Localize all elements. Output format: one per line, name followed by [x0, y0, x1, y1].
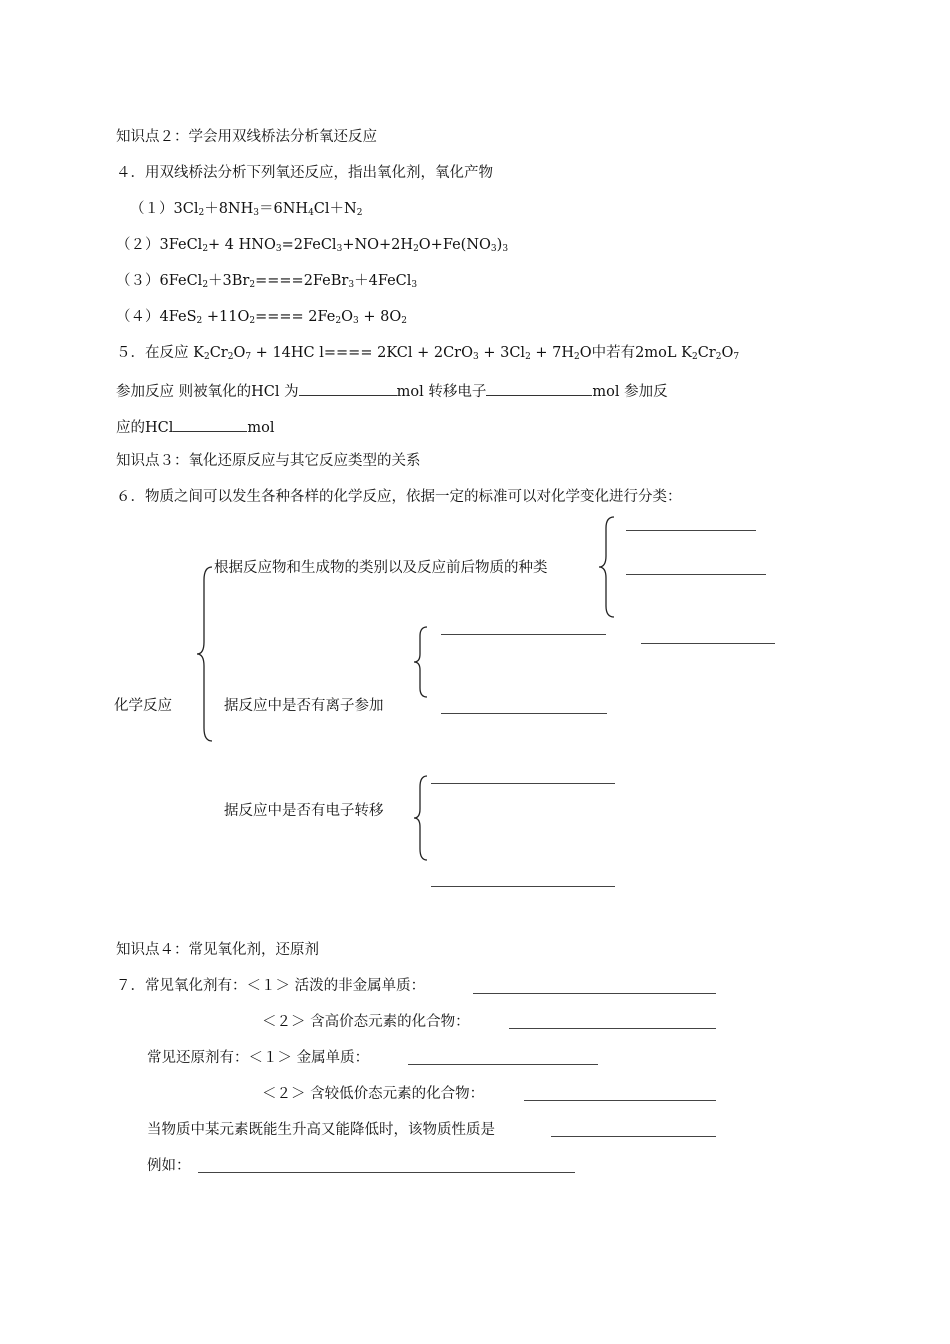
brace-ions [413, 626, 433, 698]
equation-2: （２）3FeCl$_2$+ 4 $HNO_3=2FeCl_3+NO+2H_2O+Fe(NO_3)_3$ [116, 237, 509, 254]
blank-electrons-transferred[interactable] [486, 382, 592, 396]
blank-oxidized-hcl[interactable] [299, 382, 397, 396]
dual-property-line: 当物质中某元素既能生升高又能降低时，该物质性质是 [147, 1122, 495, 1138]
branch-by-electron-transfer: 据反应中是否有电子转移 [224, 803, 384, 819]
oxidant-line-2: ＜２＞ 含高价态元素的化合物： [262, 1014, 470, 1030]
section-title-kp3: 知识点３：氧化还原反应与其它反应类型的关系 [116, 453, 421, 469]
brace-substance-types [598, 516, 620, 618]
question-5-line1: ５．在反应 $K_2Cr_2O_7 + 14HC$ $l==== 2KCl + 2CrO_3 + 3Cl_2 + 7H_2O$中若有2moL $K_2Cr_2O_7$ [116, 345, 740, 362]
section-title-kp2: 知识点２：学会用双线桥法分析氧还反应 [116, 129, 377, 145]
reductant-line-1: 常见还原剂有：＜１＞ 金属单质： [147, 1050, 370, 1066]
equation-1: $(1)3Cl_2+8NH_3=6NH_4Cl+N_2$ [130, 201, 363, 218]
question-4-stem: ４．用双线桥法分析下列氧还反应，指出氧化剂，氧化产物 [116, 165, 493, 181]
blank-non-redox-reaction[interactable] [431, 886, 615, 887]
question-5-line2: 参加反应 则被氧化的HCl 为 mol 转移电子 mol 参加反 [116, 384, 668, 400]
blank-metals[interactable] [408, 1064, 598, 1065]
blank-redox-reaction[interactable] [431, 783, 615, 784]
brace-electron-transfer [413, 775, 433, 861]
example-line: 例如： [147, 1158, 191, 1174]
section-title-kp4: 知识点４：常见氧化剂，还原剂 [116, 942, 319, 958]
blank-dual-property[interactable] [551, 1136, 716, 1137]
blank-ionic-reaction[interactable] [441, 634, 606, 635]
brace-chemical-reaction [196, 566, 218, 742]
root-chemical-reaction: 化学反应 [114, 698, 172, 714]
blank-non-ionic-reaction[interactable] [441, 713, 607, 714]
blank-reaction-type-1[interactable] [626, 530, 756, 531]
blank-reacting-hcl[interactable] [173, 418, 247, 432]
equation-4: $(4)4FeS_2 +11O_2==== 2Fe_2O_3 + 8O_2$ [116, 309, 407, 326]
reductant-line-2: ＜２＞ 含较低价态元素的化合物： [262, 1086, 485, 1102]
question-5-line3: 应的HCl mol [116, 420, 275, 436]
branch-by-ions: 据反应中是否有离子参加 [224, 698, 384, 714]
equation-3: $(3)6FeCl_2+3Br_2====2FeBr_3+4FeCl_3$ [116, 273, 418, 290]
blank-high-valence-compounds[interactable] [509, 1028, 716, 1029]
blank-low-valence-compounds[interactable] [524, 1100, 716, 1101]
blank-reaction-type-3[interactable] [641, 643, 775, 644]
question-6-stem: ６．物质之间可以发生各种各样的化学反应，依据一定的标准可以对化学变化进行分类： [116, 489, 682, 505]
blank-example[interactable] [198, 1172, 575, 1173]
oxidant-line-1: ７．常见氧化剂有：＜１＞ 活泼的非金属单质： [116, 978, 426, 994]
branch-by-substance-types: 根据反应物和生成物的类别以及反应前后物质的种类 [214, 560, 548, 576]
blank-active-nonmetals[interactable] [473, 993, 716, 994]
blank-reaction-type-2[interactable] [626, 574, 766, 575]
